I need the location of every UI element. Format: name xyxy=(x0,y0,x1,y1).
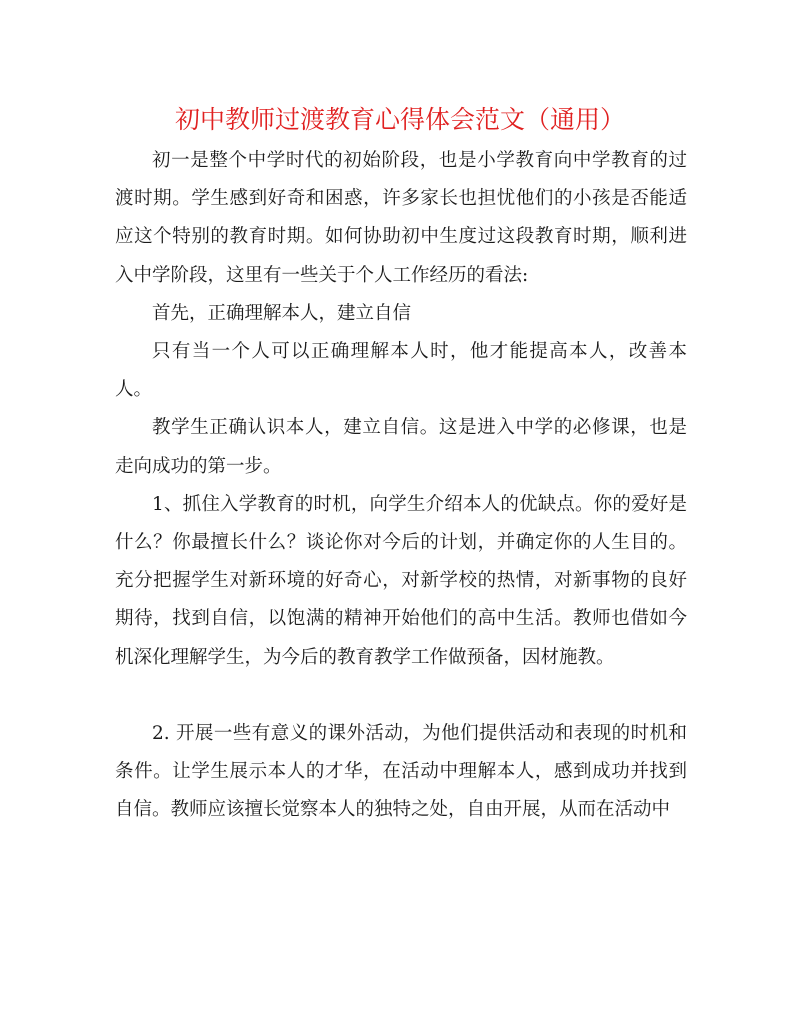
paragraph-point-1: 1、抓住入学教育的时机，向学生介绍本人的优缺点。你的爱好是什么？你最擅长什么？谈论你对今后的计划，并确定你的人生目的。充分把握学生对新环境的好奇心，对新学校的热情，对新事物的良好期待，找到自信，以饱满的精神开始他们的高中生活。教师也借如今机深化理解学生，为今后的教育教学工作做预备，因材施教。 xyxy=(115,493,687,668)
paragraph-heading-first: 首先，正确理解本人，建立自信 xyxy=(152,302,412,324)
paragraph-self-confidence: 教学生正确认识本人，建立自信。这是进入中学的必修课，也是走向成功的第一步。 xyxy=(115,417,687,477)
document-title: 初中教师过渡教育心得体会范文（通用） xyxy=(174,105,625,134)
paragraph-intro: 初一是整个中学时代的初始阶段，也是小学教育向中学教育的过渡时期。学生感到好奇和困惑，许多家长也担忧他们的小孩是否能适应这个特别的教育时期。如何协助初中生度过这段教育时期，顺利进入中学阶段，这里有一些关于个人工作经历的看法: xyxy=(115,150,687,286)
paragraph-self-understanding: 只有当一个人可以正确理解本人时，他才能提高本人，改善本人。 xyxy=(115,341,687,401)
document-body xyxy=(115,142,687,829)
paragraph-point-2: 2. 开展一些有意义的课外活动，为他们提供活动和表现的时机和条件。让学生展示本人的才华，在活动中理解本人，感到成功并找到自信。教师应该擅长觉察本人的独特之处，自由开展，从而在活动中 xyxy=(115,722,687,821)
